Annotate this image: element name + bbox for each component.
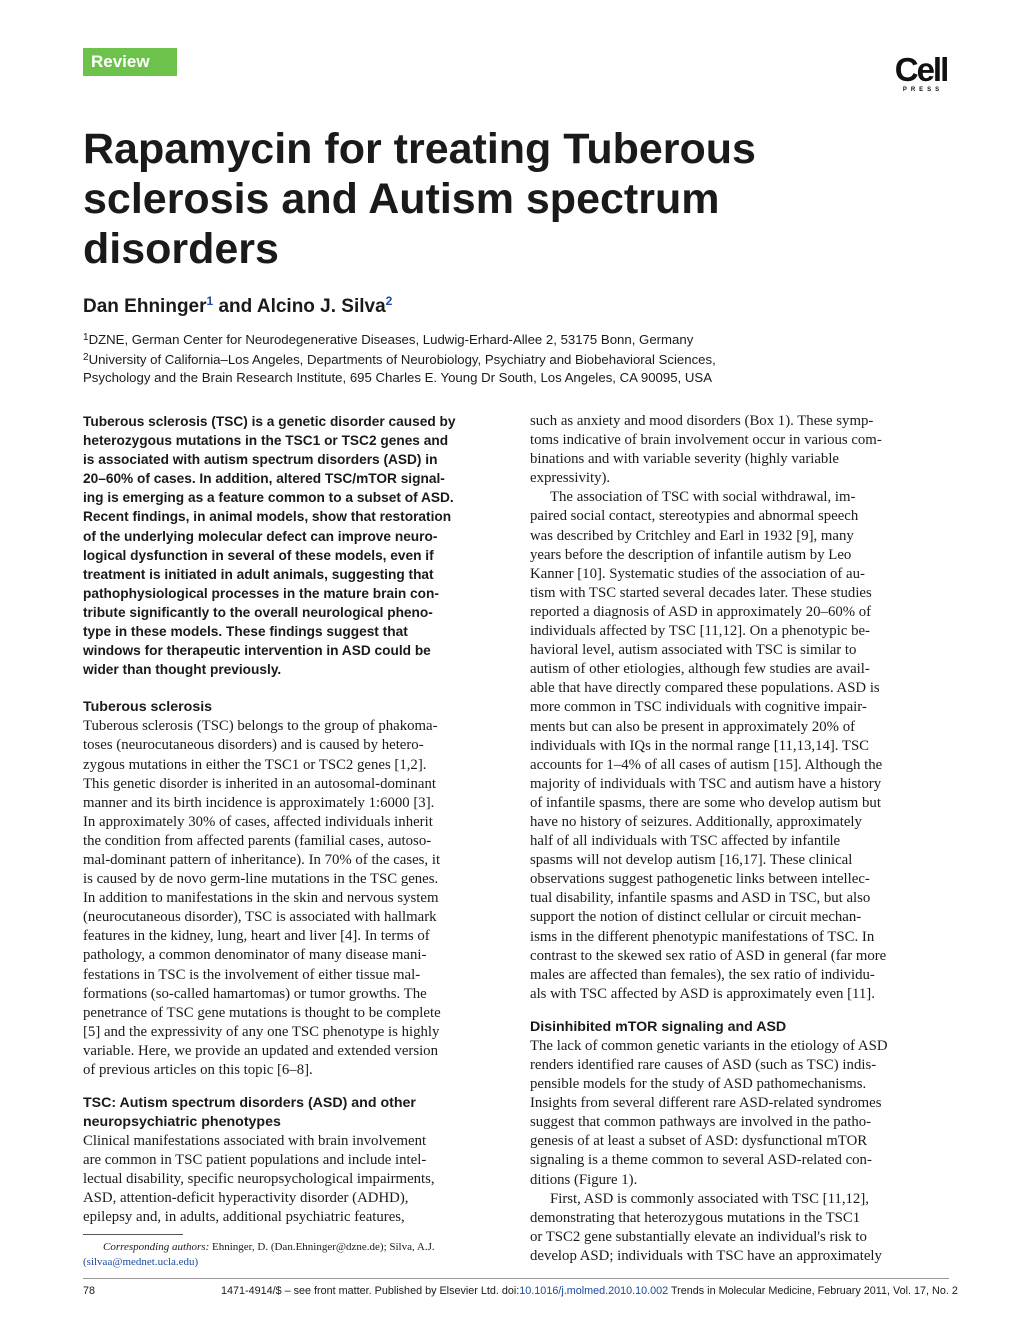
text-line: epilepsy and, in adults, additional psychiatric features, (83, 1209, 405, 1226)
section-body (83, 1132, 503, 1227)
text-line: type in these models. These findings suggest that (83, 624, 408, 640)
section-body (530, 1037, 950, 1190)
text-line: of infantile spasms, there are some who develop autism but (530, 794, 881, 811)
text-line: In approximately 30% of cases, affected individuals inherit (83, 813, 433, 830)
left-column (83, 412, 503, 1228)
text-line: renders identified rare causes of ASD (such as TSC) indis- (530, 1057, 877, 1073)
affiliation-text: University of California–Los Angeles, Departments of Neurobiology, Psychiatry and Biobehavioral Sciences, (88, 352, 716, 367)
footer-citation (221, 1284, 958, 1298)
affiliation-line (83, 329, 943, 349)
text-line: expressivity). (530, 470, 611, 487)
text-line: The association of TSC with social withdrawal, im- (550, 489, 856, 506)
text-line: features in the kidney, lung, heart and liver [4]. In terms of (83, 928, 430, 945)
text-line: First, ASD is commonly associated with TSC [11,12], (550, 1190, 869, 1207)
text-line: Kanner [10]. Systematic studies of the association of au- (530, 565, 865, 582)
text-line: genesis of at least a subset of ASD: dysfunctional mTOR (530, 1133, 868, 1150)
text-line: heterozygous mutations in the TSC1 or TSC2 genes and (83, 433, 449, 449)
abstract (83, 412, 503, 679)
text-line: develop ASD; individuals with TSC have an approximately (530, 1247, 882, 1264)
text-line: have no history of seizures. Additionally, approximately (530, 813, 862, 830)
text-line: spasms will not develop autism [16,17]. These clinical (530, 852, 853, 869)
author-name: Dan Ehninger (83, 296, 207, 317)
text-line: demonstrating that heterozygous mutations in the TSC1 (530, 1209, 861, 1226)
text-line: pathology, a common denominator of many disease mani- (83, 947, 427, 964)
text-line: This genetic disorder is inherited in an autosomal-dominant (83, 775, 436, 792)
paragraph (530, 488, 950, 1004)
affiliation-marker[interactable]: 2 (385, 294, 393, 308)
page-number: 78 (83, 1285, 96, 1297)
footnote-divider (83, 1234, 183, 1235)
section-heading-mtor: Disinhibited mTOR signaling and ASD (530, 1018, 787, 1035)
affiliation-text: Psychology and the Brain Research Institute, 695 Charles E. Young Dr South, Los Angeles, CA 90095, USA (83, 370, 712, 385)
text-line: Tuberous sclerosis (TSC) is a genetic disorder caused by (83, 414, 456, 429)
text-line: tism with TSC started several decades later. These studies (530, 584, 872, 601)
text-line: is associated with autism spectrum disorders (ASD) in (83, 452, 438, 468)
text-line: [5] and the expressivity of any one TSC phenotype is highly (83, 1023, 440, 1040)
text-line: suggest that common pathways are involved in the patho- (530, 1114, 872, 1131)
title-line: disorders (83, 225, 279, 273)
text-line: contrast to the skewed sex ratio of ASD in general (far more (530, 947, 887, 964)
text-line: lectual disability, specific neuropsychological impairments, (83, 1171, 435, 1188)
text-line: In addition to manifestations in the skin and nervous system (83, 890, 439, 907)
text-line: accounts for 1–4% of all cases of autism [15]. Although the (530, 756, 883, 773)
text-line: variable. Here, we provide an updated and extended version (83, 1042, 438, 1059)
author-conjunction: and (213, 296, 257, 317)
logo-sub-text: PRESS (902, 87, 944, 93)
text-line: or TSC2 gene substantially elevate an individual's risk to (530, 1228, 867, 1245)
text-line: of previous articles on this topic [6–8]. (83, 1062, 313, 1078)
text-line: ditions (Figure 1). (530, 1171, 638, 1188)
text-line: males are affected than females), the sex ratio of individu- (530, 966, 875, 983)
section-heading-tuberous-sclerosis: Tuberous sclerosis (83, 699, 213, 716)
text-line: years before the description of infantile autism by Leo (530, 546, 852, 563)
text-line: binations and with variable severity (highly variable (530, 451, 840, 468)
text-line: pensible models for the study of ASD pathomechanisms. (530, 1076, 867, 1093)
text-line: 20–60% of cases. In addition, altered TSC/mTOR signal- (83, 471, 445, 487)
text-line: signaling is a theme common to several ASD-related con- (530, 1152, 872, 1169)
text-line: havioral level, autism associated with TSC is similar to (530, 642, 857, 659)
review-tag: Review (83, 48, 177, 76)
text-line: wider than thought previously. (83, 662, 282, 678)
logo-main-text: Cell (894, 51, 948, 88)
affiliation-text: DZNE, German Center for Neurodegenerative Diseases, Ludwig-Erhard-Allee 2, 53175 Bonn, Germany (88, 332, 694, 347)
text-line: treatment is initiated in adult animals, suggesting that (83, 566, 434, 582)
right-column (530, 412, 950, 1266)
text-line: autism of other etiologies, although few studies are avail- (530, 661, 870, 678)
text-line: tual disability, infantile spasms and ASD in TSC, but also (530, 890, 871, 907)
section-heading-tsc-asd (83, 1094, 503, 1132)
affiliation-number: 2 (83, 352, 89, 363)
corresponding-authors-footnote (83, 1240, 503, 1270)
cell-press-logo (889, 51, 953, 94)
text-line: support the notion of distinct cellular or circuit mechan- (530, 909, 862, 926)
text-line: Clinical manifestations associated with brain involvement (83, 1133, 427, 1150)
text-line: als with TSC affected by ASD is approximately even [11]. (530, 985, 875, 1002)
text-line: Insights from several different rare ASD-related syndromes (530, 1095, 882, 1112)
footnote-email-link[interactable]: (silvaa@mednet.ucla.edu) (83, 1256, 199, 1268)
text-line: was described by Critchley and Earl in 1932 [9], many (530, 527, 854, 544)
author-list (83, 289, 392, 319)
text-line: the condition from affected parents (familial cases, autoso- (83, 832, 432, 849)
text-line: ing is emerging as a feature common to a subset of ASD. (83, 490, 454, 506)
text-line: mal-dominant pattern of inheritance). In 70% of the cases, it (83, 851, 441, 868)
text-line: Recent findings, in animal models, show that restoration (83, 509, 452, 525)
title-line: Rapamycin for treating Tuberous (83, 125, 756, 173)
text-line: formations (so-called hamartomas) or tumor growths. The (83, 985, 427, 1002)
text-line: TSC: Autism spectrum disorders (ASD) and other (83, 1095, 416, 1112)
text-line: reported a diagnosis of ASD in approximately 20–60% of (530, 603, 872, 620)
text-line: is caused by de novo germ-line mutations in the TSC genes. (83, 871, 439, 888)
text-line: Tuberous sclerosis (TSC) belongs to the group of phakoma- (83, 718, 438, 735)
footer-journal: Trends in Molecular Medicine, February 2011, Vol. 17, No. 2 (668, 1285, 958, 1297)
footnote-text[interactable]: Ehninger, D. (Dan.Ehninger@dzne.de); Silva, A.J. (209, 1241, 435, 1253)
affiliation-line (83, 369, 943, 387)
text-line: windows for therapeutic intervention in ASD could be (83, 643, 431, 659)
text-line: such as anxiety and mood disorders (Box 1). These symp- (530, 413, 874, 429)
text-line: paired social contact, stereotypies and abnormal speech (530, 508, 859, 525)
text-line: are common in TSC patient populations and include intel- (83, 1152, 427, 1169)
text-line: of the underlying molecular defect can improve neuro- (83, 528, 438, 544)
text-line: pathophysiological processes in the mature brain con- (83, 585, 439, 601)
paragraph (530, 412, 950, 488)
section-body (83, 717, 503, 1080)
title-line: sclerosis and Autism spectrum (83, 175, 720, 223)
article-title (83, 124, 943, 274)
text-line: individuals with IQs in the normal range [11,13,14]. TSC (530, 737, 870, 754)
text-line: ments but can also be present in approximately 20% of (530, 718, 856, 735)
text-line: logical dysfunction in several of these models, even if (83, 547, 434, 563)
text-line: penetrance of TSC gene mutations is thought to be complete (83, 1004, 441, 1021)
paragraph (530, 1190, 950, 1266)
text-line: individuals affected by TSC [11,12]. On a phenotypic be- (530, 623, 870, 640)
author-name: Alcino J. Silva (256, 296, 386, 317)
affiliations (83, 329, 943, 387)
text-line: tribute significantly to the overall neurological pheno- (83, 604, 433, 620)
footnote-label: Corresponding authors: (103, 1241, 210, 1253)
text-line: festations in TSC is the involvement of either tissue mal- (83, 966, 421, 983)
text-line: toses (neurocutaneous disorders) and is caused by hetero- (83, 737, 424, 754)
text-line: majority of individuals with TSC and autism have a history (530, 775, 882, 792)
text-line: more common in TSC individuals with cognitive impair- (530, 699, 867, 716)
text-line: The lack of common genetic variants in the etiology of ASD (530, 1037, 888, 1054)
text-line: ASD, attention-deficit hyperactivity disorder (ADHD), (83, 1190, 409, 1207)
text-line: (neurocutaneous disorder), TSC is associated with hallmark (83, 909, 437, 926)
footer-issn: 1471-4914/$ – see front matter. Published by Elsevier Ltd. doi: (221, 1285, 520, 1297)
text-line: neuropsychiatric phenotypes (83, 1114, 281, 1131)
text-line: isms in the different phenotypic manifestations of TSC. In (530, 928, 875, 945)
text-line: able that have directly compared these populations. ASD is (530, 680, 880, 697)
affiliation-marker[interactable]: 1 (206, 294, 214, 308)
affiliation-line (83, 349, 943, 369)
footer-divider (83, 1278, 949, 1279)
text-line: half of all individuals with TSC affected by infantile (530, 833, 841, 850)
doi-link[interactable]: 10.1016/j.molmed.2010.10.002 (519, 1285, 669, 1297)
text-line: toms indicative of brain involvement occur in various com- (530, 432, 882, 449)
text-line: zygous mutations in either the TSC1 or TSC2 genes [1,2]. (83, 756, 427, 773)
affiliation-number: 1 (83, 332, 89, 343)
text-line: observations suggest pathogenetic links between intellec- (530, 871, 870, 888)
text-line: manner and its birth incidence is approximately 1:6000 [3]. (83, 794, 435, 811)
